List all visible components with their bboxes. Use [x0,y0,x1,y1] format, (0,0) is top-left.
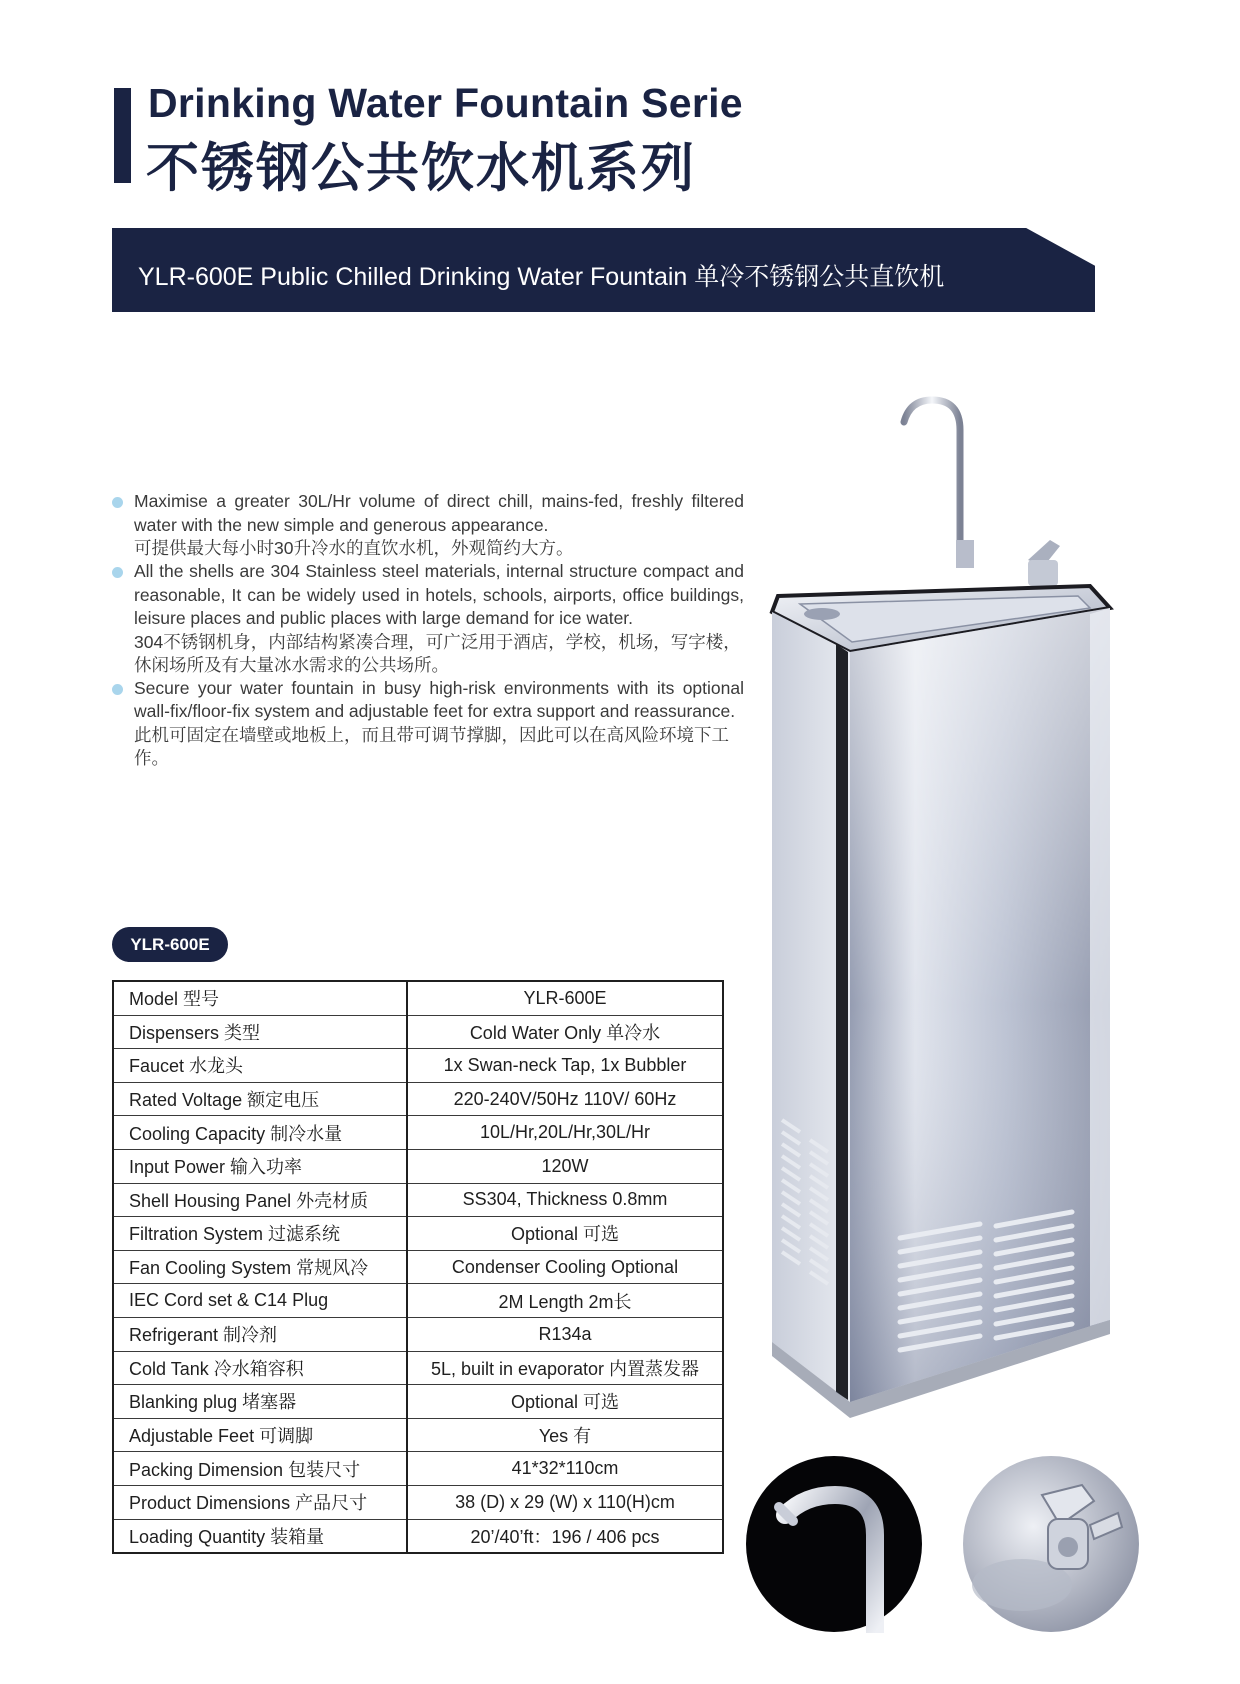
table-row [113,1317,723,1351]
water-fountain-image [760,390,1180,1430]
feature-item [112,490,744,560]
feature-item [112,677,744,770]
spec-label: Packing Dimension 包装尺寸 [113,1452,407,1486]
spec-value: 2M Length 2m长 [407,1284,723,1318]
spec-value: Cold Water Only 单冷水 [407,1015,723,1049]
table-row [113,1183,723,1217]
feature-text-cn: 此机可固定在墙壁或地板上，而且带可调节撑脚，因此可以在高风险环境下工作。 [134,724,729,768]
feature-text-cn: 可提供最大每小时30升冷水的直饮水机，外观简约大方。 [134,538,574,558]
spec-value: R134a [407,1317,723,1351]
spec-table [112,980,724,1554]
spec-value: 5L, built in evaporator 内置蒸发器 [407,1351,723,1385]
spec-label: Dispensers 类型 [113,1015,407,1049]
feature-text-en: Secure your water fountain in busy high-risk environments with its optional wall-fix/floor-fix system and adjustable feet for extra support and reassurance. [134,677,744,721]
table-row [113,1418,723,1452]
spec-label: Product Dimensions 产品尺寸 [113,1485,407,1519]
spec-label: Cold Tank 冷水箱容积 [113,1351,407,1385]
spec-label: Adjustable Feet 可调脚 [113,1418,407,1452]
spec-value: 20’/40’ft：196 / 406 pcs [407,1519,723,1553]
spec-label: Fan Cooling System 常规风冷 [113,1250,407,1284]
spec-value: Yes 有 [407,1418,723,1452]
spec-value: 120W [407,1149,723,1183]
spec-value: 38 (D) x 29 (W) x 110(H)cm [407,1485,723,1519]
product-banner-text: YLR-600E Public Chilled Drinking Water Fountain 单冷不锈钢公共直饮机 [138,263,945,291]
spec-value: YLR-600E [407,981,723,1015]
table-row [113,1351,723,1385]
spec-label: Shell Housing Panel 外壳材质 [113,1183,407,1217]
spec-label: Rated Voltage 额定电压 [113,1082,407,1116]
tap-detail-image [745,1455,923,1633]
table-row [113,1082,723,1116]
spec-label: Loading Quantity 装箱量 [113,1519,407,1553]
spec-label: IEC Cord set & C14 Plug [113,1284,407,1318]
feature-item [112,560,744,677]
spec-value: SS304, Thickness 0.8mm [407,1183,723,1217]
page-title-cn: 不锈钢公共饮水机系列 [146,139,696,198]
page-title-en: Drinking Water Fountain Serie [148,80,743,126]
spec-value: 41*32*110cm [407,1452,723,1486]
feature-text-en: All the shells are 304 Stainless steel materials, internal structure compact and reasonable, It can be widely used in hotels, schools, airports, office buildings, leisure places and public places with large demand for ice water. [134,561,744,628]
feature-text-en: Maximise a greater 30L/Hr volume of direct chill, mains-fed, freshly filtered water with the new simple and generous appearance. [134,491,744,535]
bubbler-detail-image [962,1455,1140,1633]
table-row [113,1284,723,1318]
spec-label: Refrigerant 制冷剂 [113,1317,407,1351]
bullet-dot-icon [112,567,123,578]
feature-list [112,490,744,770]
spec-value: Condenser Cooling Optional [407,1250,723,1284]
bullet-dot-icon [112,497,123,508]
spec-value: Optional 可选 [407,1217,723,1251]
table-row [113,981,723,1015]
table-row [113,1385,723,1419]
table-row [113,1485,723,1519]
spec-label: Model 型号 [113,981,407,1015]
spec-value: Optional 可选 [407,1385,723,1419]
model-badge: YLR-600E [112,927,228,962]
bullet-dot-icon [112,684,123,695]
spec-label: Faucet 水龙头 [113,1049,407,1083]
spec-label: Blanking plug 堵塞器 [113,1385,407,1419]
table-row [113,1149,723,1183]
table-row [113,1116,723,1150]
spec-label: Filtration System 过滤系统 [113,1217,407,1251]
table-row [113,1049,723,1083]
table-row [113,1519,723,1553]
table-row [113,1015,723,1049]
table-row [113,1452,723,1486]
table-row [113,1217,723,1251]
spec-value: 220-240V/50Hz 110V/ 60Hz [407,1082,723,1116]
spec-value: 10L/Hr,20L/Hr,30L/Hr [407,1116,723,1150]
feature-text-cn: 304不锈钢机身，内部结构紧凑合理，可广泛用于酒店，学校，机场，写字楼，休闲场所及有大量冰水需求的公共场所。 [134,631,741,675]
spec-label: Input Power 输入功率 [113,1149,407,1183]
title-accent-bar [114,88,131,183]
spec-value: 1x Swan-neck Tap, 1x Bubbler [407,1049,723,1083]
spec-label: Cooling Capacity 制冷水量 [113,1116,407,1150]
table-row [113,1250,723,1284]
